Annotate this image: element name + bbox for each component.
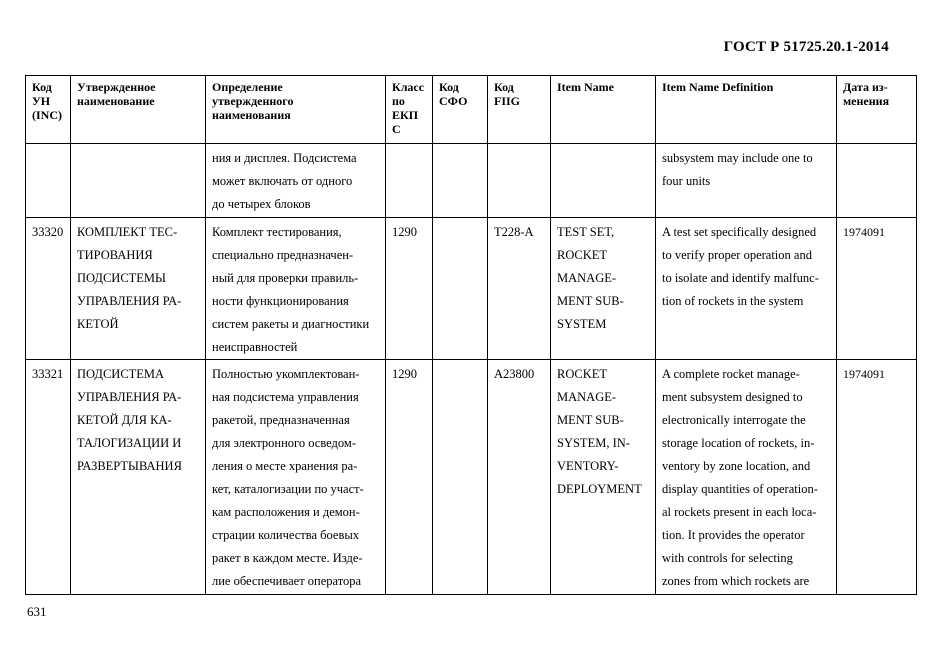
col-header-change-date: Дата из- менения [837, 76, 917, 144]
cell-sfo [433, 144, 488, 218]
cell-item-definition: A test set specifically designed to verify proper operation and to isolate and identify malfunc- tion of rockets in the system [656, 218, 837, 360]
cell-inc [26, 144, 71, 218]
cell-item-name: TEST SET, ROCKET MANAGE- MENT SUB- SYSTEM [551, 218, 656, 360]
cell-definition: Полностью укомплектован- ная подсистема управления ракетой, предназначенная для электронного осведом- ления о месте хранения ра- кет, каталогизации по участ- кам расположения и демон- страции количества боевых ракет в каждом месте. Изде- лие обеспечивает оператора [206, 360, 386, 595]
cell-class [386, 144, 433, 218]
document-id: ГОСТ Р 51725.20.1-2014 [723, 39, 889, 55]
col-header-fiig: Код FIIG [488, 76, 551, 144]
cell-fiig [488, 144, 551, 218]
cell-item-name: ROCKET MANAGE- MENT SUB- SYSTEM, IN- VENTORY- DEPLOYMENT [551, 360, 656, 595]
table-row [26, 144, 917, 218]
cell-change-date: 1974091 [837, 218, 917, 360]
cell-item-definition: A complete rocket manage- ment subsystem designed to electronically interrogate the storage location of rockets, in- ventory by zone location, and display quantities of operation- al rockets present in each loca- tion. It provides the operator with controls for selecting zones from which rockets are [656, 360, 837, 595]
cell-inc: 33321 [26, 360, 71, 595]
cell-fiig: A23800 [488, 360, 551, 595]
col-header-class: Класс по ЕКП С [386, 76, 433, 144]
cell-approved-name: ПОДСИСТЕМА УПРАВЛЕНИЯ РА- КЕТОЙ ДЛЯ КА- ТАЛОГИЗАЦИИ И РАЗВЕРТЫВАНИЯ [71, 360, 206, 595]
page-number: 631 [27, 604, 47, 619]
cell-class: 1290 [386, 360, 433, 595]
table-header-row [26, 76, 917, 144]
table-row [26, 218, 917, 360]
cell-item-definition: subsystem may include one to four units [656, 144, 837, 218]
col-header-sfo: Код СФО [433, 76, 488, 144]
cell-item-name [551, 144, 656, 218]
cell-sfo [433, 360, 488, 595]
cell-sfo [433, 218, 488, 360]
cell-inc: 33320 [26, 218, 71, 360]
cell-definition: Комплект тестирования, специально предназначен- ный для проверки правиль- ности функционирования систем ракеты и диагностики неисправностей [206, 218, 386, 360]
cell-approved-name [71, 144, 206, 218]
cell-approved-name: КОМПЛЕКТ ТЕС- ТИРОВАНИЯ ПОДСИСТЕМЫ УПРАВЛЕНИЯ РА- КЕТОЙ [71, 218, 206, 360]
cell-fiig: T228-A [488, 218, 551, 360]
col-header-definition: Определение утвержденного наименования [206, 76, 386, 144]
cell-class: 1290 [386, 218, 433, 360]
cell-change-date [837, 144, 917, 218]
col-header-inc: Код УН (INC) [26, 76, 71, 144]
cell-change-date: 1974091 [837, 360, 917, 595]
catalog-table [25, 75, 917, 595]
col-header-item-definition: Item Name Definition [656, 76, 837, 144]
table-row [26, 360, 917, 595]
col-header-approved-name: Утвержденное наименование [71, 76, 206, 144]
col-header-item-name: Item Name [551, 76, 656, 144]
cell-definition: ния и дисплея. Подсистема может включать от одного до четырех блоков [206, 144, 386, 218]
